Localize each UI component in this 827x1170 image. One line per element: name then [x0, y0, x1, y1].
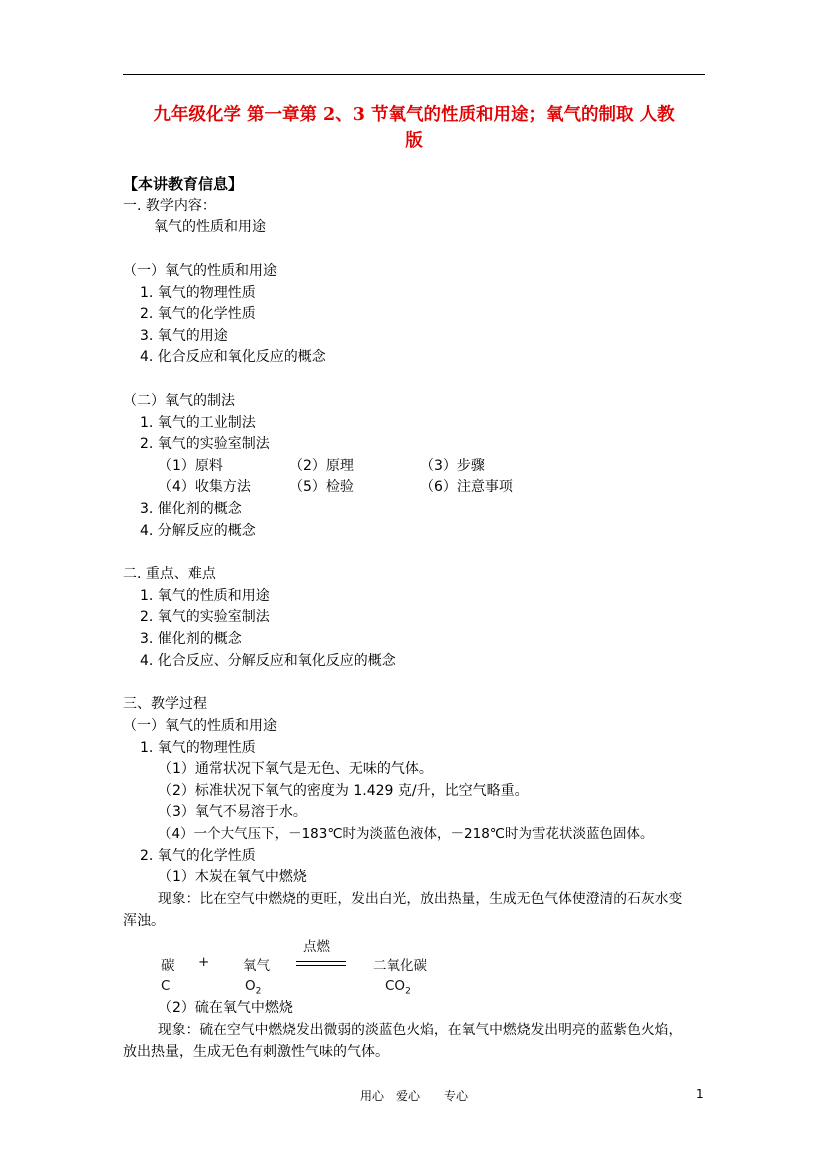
title-line-1: 九年级化学 第一章第 2、3 节氧气的性质和用途；氧气的制取 人教	[153, 105, 675, 125]
text-line: （1）木炭在氧气中燃烧	[158, 869, 307, 885]
equation-formula-1: C	[161, 978, 171, 994]
text-line: 2. 氧气的实验室制法	[140, 609, 270, 625]
text-line: （5）检验	[289, 479, 354, 495]
text-line: 4. 化合反应、分解反应和氧化反应的概念	[140, 653, 396, 669]
page-number: 1	[696, 1087, 704, 1101]
formula-2-main: O	[245, 978, 256, 994]
text-line: （3）氧气不易溶于水。	[158, 804, 307, 820]
text-line: （一）氧气的性质和用途	[123, 263, 277, 279]
text-line: 1. 氧气的工业制法	[140, 415, 256, 431]
text-line: 2. 氧气的实验室制法	[140, 436, 270, 452]
equation-bar-bottom	[296, 965, 346, 966]
text-line: 3. 催化剂的概念	[140, 501, 242, 517]
text-line: （2）原理	[289, 458, 354, 474]
header-rule	[123, 74, 705, 75]
text-line: 4. 分解反应的概念	[140, 523, 256, 539]
equation-condition: 点燃	[303, 939, 330, 955]
text-line: 现象：比在空气中燃烧的更旺，发出白光，放出热量，生成无色气体使澄清的石灰水变	[158, 891, 683, 907]
text-line: （2）硫在氧气中燃烧	[158, 1000, 293, 1016]
section-header: 【本讲教育信息】	[123, 175, 244, 193]
equation-formula-2	[245, 978, 261, 997]
text-line: （4）收集方法	[158, 479, 251, 495]
text-line: 一. 教学内容：	[123, 198, 216, 214]
equation-plus: +	[198, 954, 210, 970]
text-line: 3. 催化剂的概念	[140, 631, 242, 647]
text-line: 氧气的性质和用途	[154, 219, 266, 235]
text-line: 1. 氧气的物理性质	[140, 740, 256, 756]
text-line: 二. 重点、难点	[123, 566, 216, 582]
equation-bar-top	[296, 961, 346, 962]
text-line: （1）通常状况下氧气是无色、无味的气体。	[158, 761, 433, 777]
text-line: 浑浊。	[123, 913, 165, 929]
equation-product: 二氧化碳	[373, 958, 427, 974]
formula-3-main: CO	[385, 978, 406, 994]
text-line: 2. 氧气的化学性质	[140, 306, 256, 322]
text-line: （3）步骤	[420, 458, 485, 474]
text-line: （4）一个大气压下，－183℃时为淡蓝色液体，－218℃时为雪花状淡蓝色固体。	[158, 826, 654, 842]
text-line: （二）氧气的制法	[123, 393, 235, 409]
text-line: （一）氧气的性质和用途	[123, 718, 277, 734]
formula-3-subscript: 2	[405, 986, 411, 997]
equation-formula-3	[385, 978, 411, 997]
equation-reactant-2: 氧气	[243, 958, 270, 974]
text-line: 2. 氧气的化学性质	[140, 848, 256, 864]
text-line: 三、教学过程	[123, 696, 207, 712]
footer-motto: 用心 爱心 专心	[360, 1089, 469, 1103]
text-line: 3. 氧气的用途	[140, 328, 228, 344]
text-line: （1）原料	[158, 458, 223, 474]
title-line-2: 版	[405, 131, 423, 151]
text-line: 1. 氧气的性质和用途	[140, 588, 270, 604]
text-line: （2）标准状况下氧气的密度为 1.429 克/升，比空气略重。	[158, 783, 529, 799]
text-line: 1. 氧气的物理性质	[140, 285, 256, 301]
equation-reactant-1: 碳	[161, 958, 175, 974]
formula-2-subscript: 2	[255, 986, 262, 997]
text-line: （6）注意事项	[420, 479, 513, 495]
text-line: 4. 化合反应和氧化反应的概念	[140, 349, 326, 365]
text-line: 放出热量，生成无色有刺激性气味的气体。	[123, 1044, 389, 1060]
document-title	[123, 102, 705, 154]
text-line: 现象：硫在空气中燃烧发出微弱的淡蓝色火焰，在氧气中燃烧发出明亮的蓝紫色火焰，	[158, 1022, 683, 1038]
